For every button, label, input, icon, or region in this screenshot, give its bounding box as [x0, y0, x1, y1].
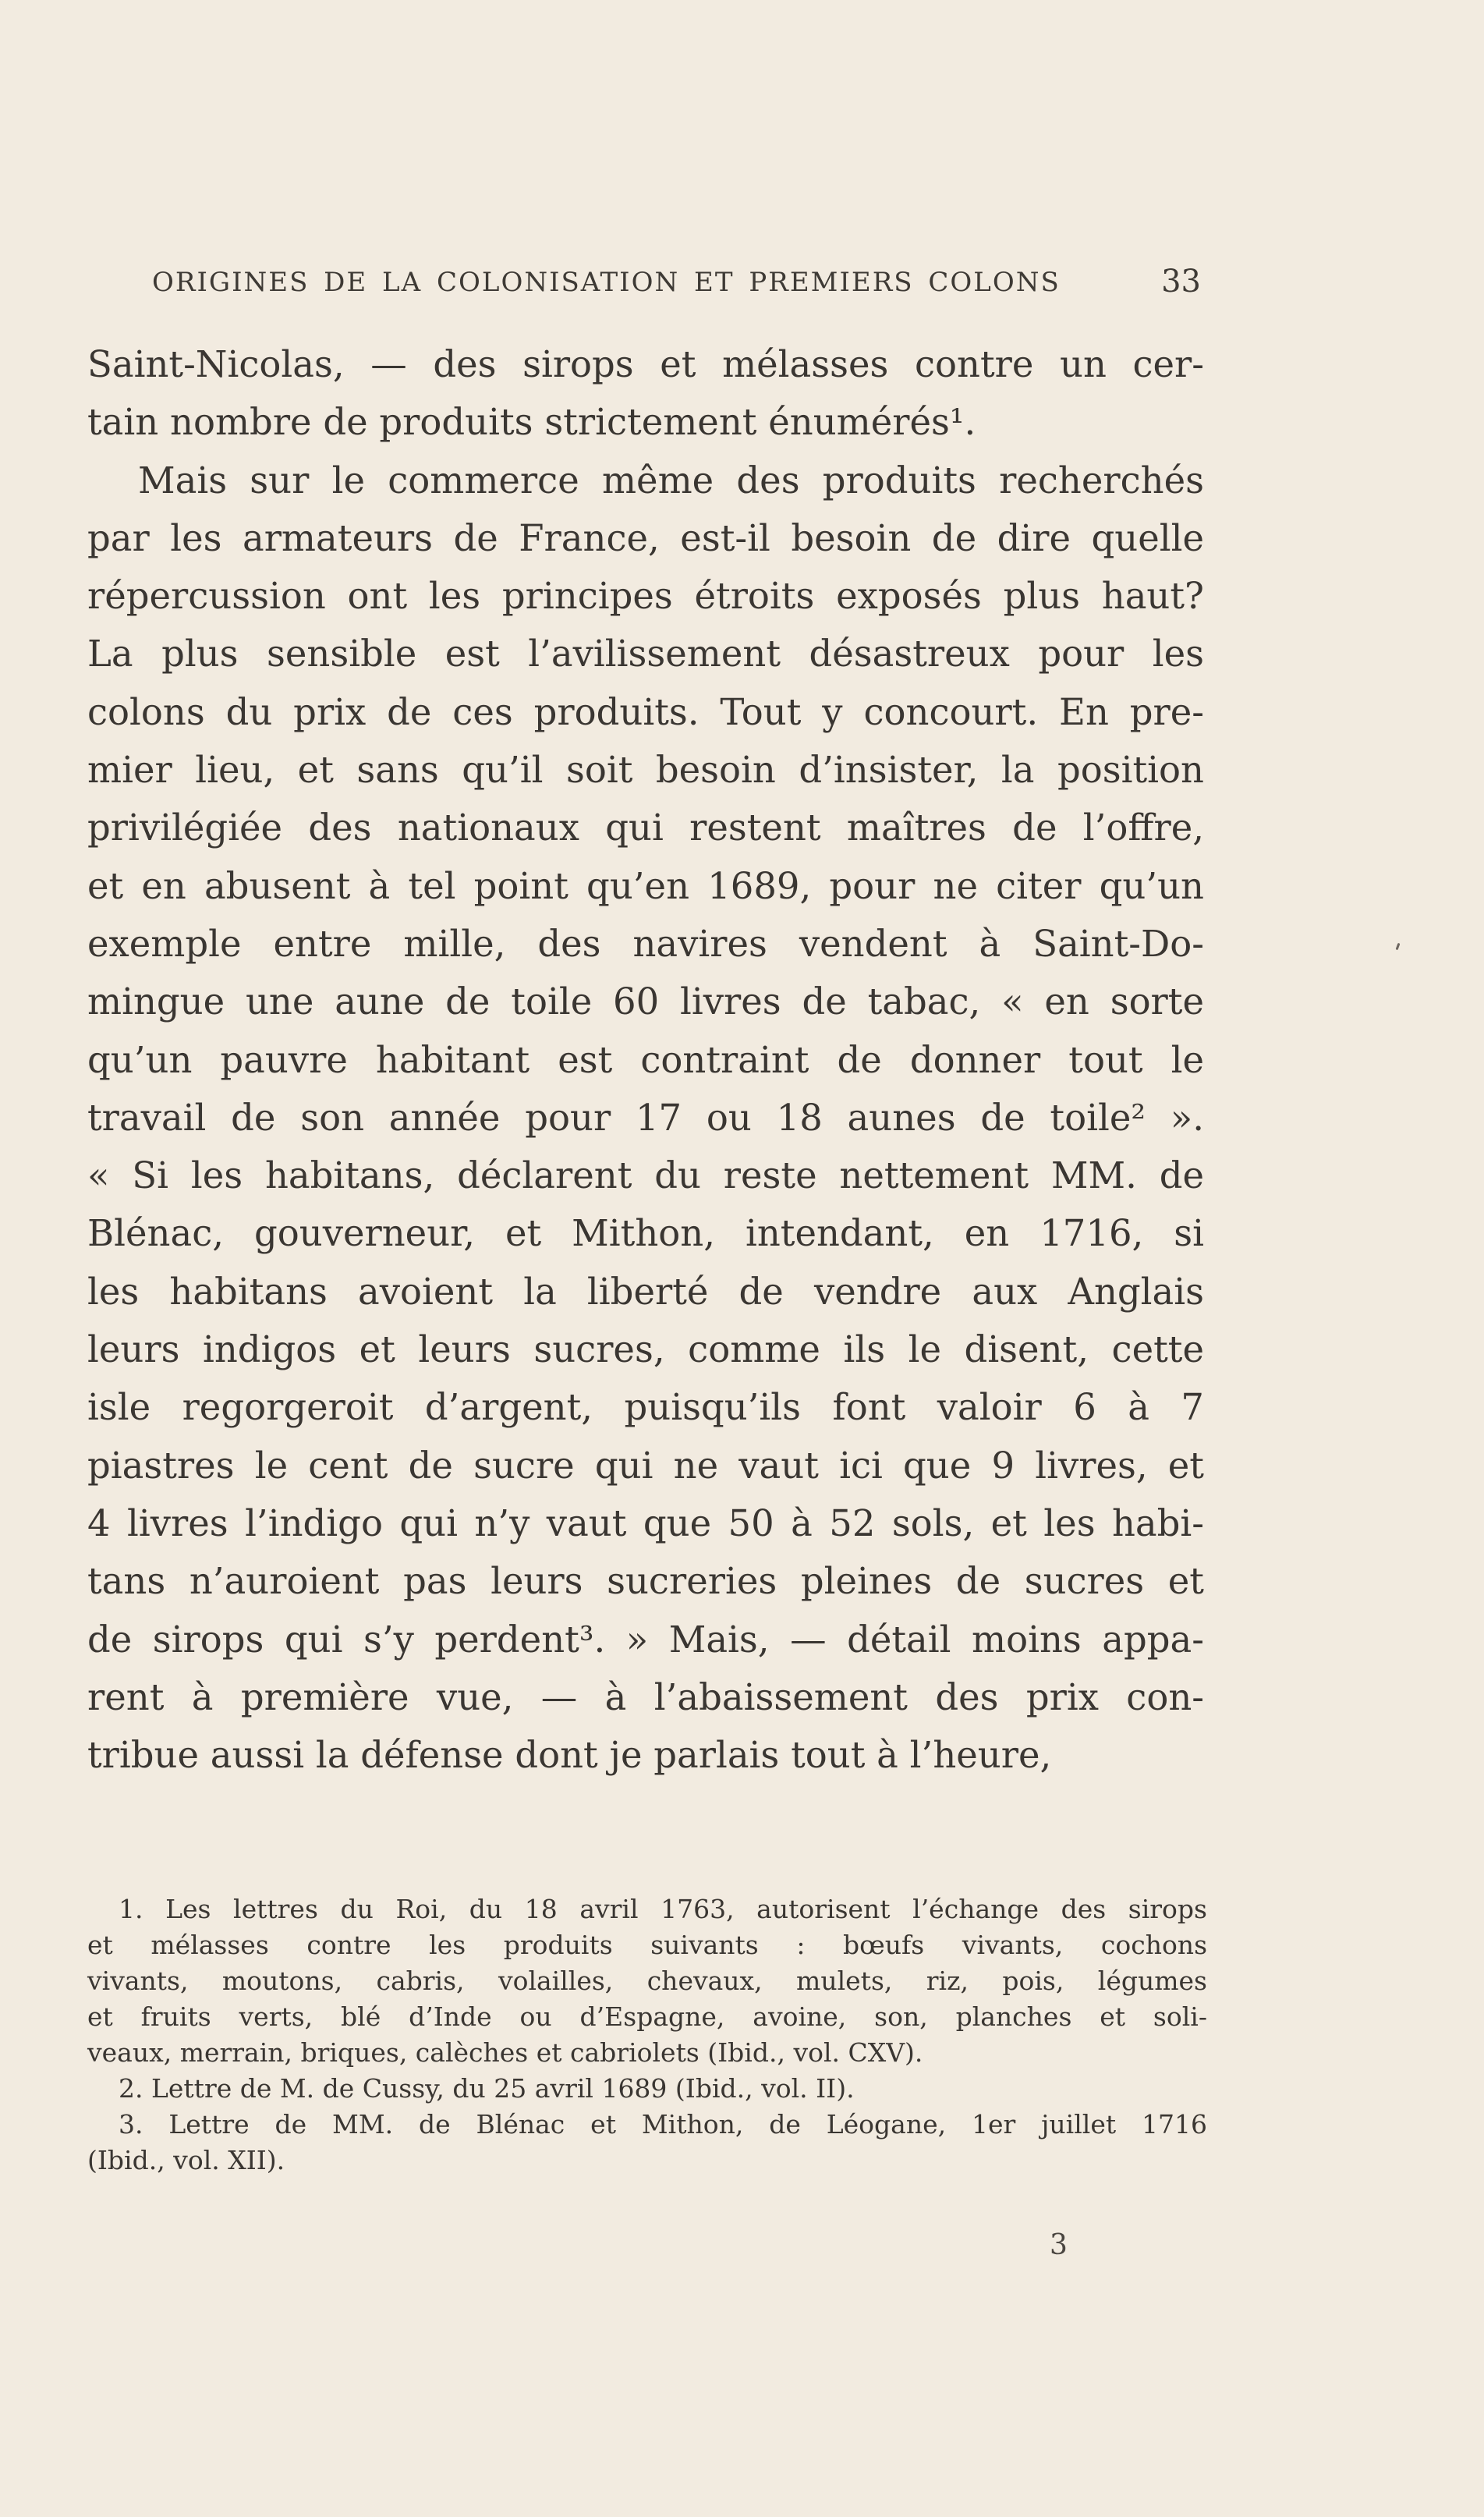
text-line: répercussion ont les principes étroits exposés plus haut? [87, 575, 1204, 618]
text-line: tain nombre de produits strictement énumérés¹. [87, 401, 976, 444]
text-line: leurs indigos et leurs sucres, comme ils le disent, cette [87, 1328, 1204, 1371]
text-line: piastres le cent de sucre qui ne vaut ici que 9 livres, et [87, 1444, 1204, 1487]
text-line: par les armateurs de France, est-il besoin de dire quelle [87, 516, 1204, 559]
text-line: tribue aussi la défense dont je parlais tout à l’heure, [87, 1734, 1052, 1777]
paper-speck [1396, 943, 1401, 950]
footnote-line: 1. Les lettres du Roi, du 18 avril 1763, autorisent l’échange des sirops [119, 1894, 1207, 1924]
text-line: Mais sur le commerce même des produits recherchés [138, 459, 1204, 502]
text-line: « Si les habitans, déclarent du reste nettement MM. de [87, 1154, 1204, 1197]
footnote-line: (Ibid., vol. XII). [87, 2145, 285, 2175]
text-line: mier lieu, et sans qu’il soit besoin d’insister, la position [87, 749, 1204, 792]
text-line: privilégiée des nationaux qui restent maîtres de l’offre, [87, 807, 1204, 849]
footnote-line: 2. Lettre de M. de Cussy, du 25 avril 1689 (Ibid., vol. II). [119, 2073, 855, 2104]
text-line: travail de son année pour 17 ou 18 aunes de toile² ». [87, 1096, 1204, 1139]
footnote-line: et mélasses contre les produits suivants : bœufs vivants, cochons [87, 1930, 1207, 1960]
text-line: mingue une aune de toile 60 livres de tabac, « en sorte [87, 980, 1204, 1023]
footnotes [87, 1891, 1207, 2178]
text-line: exemple entre mille, des navires vendent à Saint-Do- [87, 922, 1204, 965]
text-line: et en abusent à tel point qu’en 1689, pour ne citer qu’un [87, 864, 1204, 907]
text-line: isle regorgeroit d’argent, puisqu’ils font valoir 6 à 7 [87, 1386, 1204, 1429]
main-text [87, 335, 1204, 1784]
footnote-line: et fruits verts, blé d’Inde ou d’Espagne, avoine, son, planches et soli- [87, 2001, 1207, 2032]
running-head [152, 259, 1201, 306]
text-line: La plus sensible est l’avilissement désastreux pour les [87, 633, 1204, 675]
footnote-line: veaux, merrain, briques, calèches et cabriolets (Ibid., vol. CXV). [87, 2037, 923, 2068]
text-line: 4 livres l’indigo qui n’y vaut que 50 à 52 sols, et les habi- [87, 1501, 1204, 1544]
footnote-line: vivants, moutons, cabris, volailles, chevaux, mulets, riz, pois, légumes [87, 1966, 1207, 1996]
page-number: 33 [1161, 264, 1201, 300]
text-line: tans n’auroient pas leurs sucreries pleines de sucres et [87, 1560, 1204, 1603]
footnote-line: 3. Lettre de MM. de Blénac et Mithon, de Léogane, 1er juillet 1716 [119, 2109, 1207, 2139]
text-line: colons du prix de ces produits. Tout y concourt. En pre- [87, 690, 1204, 733]
text-line: les habitans avoient la liberté de vendre aux Anglais [87, 1270, 1204, 1313]
text-line: rent à première vue, — à l’abaissement des prix con- [87, 1675, 1204, 1718]
text-line: de sirops qui s’y perdent³. » Mais, — détail moins appa- [87, 1618, 1204, 1661]
signature-mark: 3 [1050, 2229, 1068, 2261]
text-line: Blénac, gouverneur, et Mithon, intendant, en 1716, si [87, 1212, 1204, 1255]
text-line: Saint-Nicolas, — des sirops et mélasses contre un cer- [87, 343, 1204, 385]
running-title: ORIGINES DE LA COLONISATION ET PREMIERS COLONS [152, 267, 1061, 298]
text-line: qu’un pauvre habitant est contraint de donner tout le [87, 1038, 1204, 1081]
